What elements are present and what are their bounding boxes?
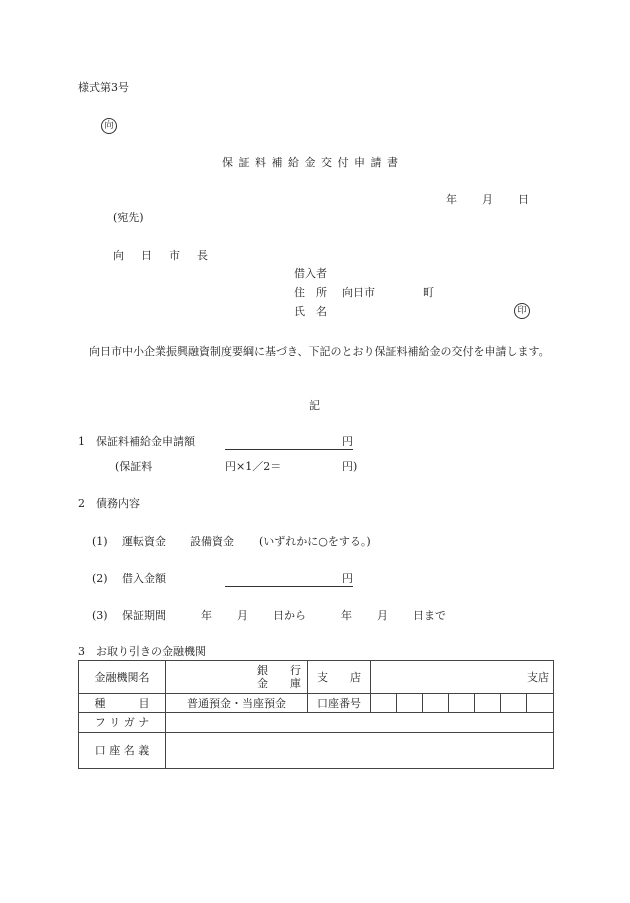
- item2-yen: 円: [342, 572, 353, 585]
- option-equipment-funds[interactable]: 設備資金: [190, 535, 234, 548]
- calc-prefix: (保証料: [115, 460, 153, 473]
- address-city: 向日市: [342, 286, 375, 299]
- item2-label: 借入金額: [122, 572, 166, 585]
- bank-label: 銀 行: [257, 664, 301, 677]
- furigana-label: フ リ ガ ナ: [79, 713, 166, 733]
- account-digit-box[interactable]: [501, 694, 527, 713]
- from-day: 日から: [273, 609, 306, 622]
- section1-yen: 円: [342, 435, 353, 448]
- account-digit-box[interactable]: [397, 694, 423, 713]
- item1-number: (1): [92, 535, 108, 548]
- account-name-label: 口 座 名 義: [79, 733, 166, 769]
- to-month: 月: [377, 609, 388, 622]
- item1-note: (いずれかに○をする。): [259, 535, 371, 548]
- document-title: 保 証 料 補 給 金 交 付 申 請 書: [222, 156, 399, 169]
- bank-type-cell[interactable]: [166, 661, 308, 694]
- section1-label: 1 保証料補給金申請額: [78, 435, 195, 448]
- section3-label: 3 お取り引きの金融機関: [78, 645, 206, 658]
- seal-icon: [514, 303, 530, 319]
- calc-suffix: 円): [342, 460, 358, 473]
- address-label: 住 所: [294, 286, 327, 299]
- addressee: 向 日 市 長: [113, 249, 211, 262]
- name-label: 氏 名: [294, 305, 327, 318]
- account-name-field[interactable]: [166, 733, 554, 769]
- seal-mark: 印: [514, 303, 530, 319]
- option-operating-funds[interactable]: 運転資金: [122, 535, 166, 548]
- date-year: 年: [446, 193, 457, 206]
- item3-number: (3): [92, 609, 108, 622]
- calc-formula: 円×1／2＝: [225, 460, 282, 473]
- city-stamp-mark: 向: [101, 118, 117, 134]
- account-digit-box[interactable]: [423, 694, 449, 713]
- address-town: 町: [423, 286, 434, 299]
- type-value[interactable]: 普通預金・当座預金: [166, 694, 308, 713]
- addressee-prefix: (宛先): [113, 211, 144, 224]
- account-digit-box[interactable]: [449, 694, 475, 713]
- from-year: 年: [201, 609, 212, 622]
- account-digit-box[interactable]: [527, 694, 554, 713]
- ki-heading: 記: [309, 399, 320, 412]
- branch-suffix[interactable]: 支店: [371, 661, 554, 694]
- account-digit-box[interactable]: [371, 694, 397, 713]
- furigana-field[interactable]: [166, 713, 554, 733]
- to-year: 年: [341, 609, 352, 622]
- from-month: 月: [237, 609, 248, 622]
- city-stamp-icon: [101, 118, 117, 134]
- loan-amount-line[interactable]: [225, 586, 353, 587]
- date-day: 日: [518, 193, 529, 206]
- type-label: 種 目: [79, 694, 166, 713]
- branch-label: 支 店: [308, 661, 371, 694]
- form-number: 様式第3号: [78, 81, 129, 94]
- body-text: 向日市中小企業振興融資制度要綱に基づき、下記のとおり保証料補給金の交付を申請します。: [78, 345, 550, 358]
- account-number-label: 口座番号: [308, 694, 371, 713]
- section2-label: 2 債務内容: [78, 497, 140, 510]
- account-digit-box[interactable]: [475, 694, 501, 713]
- institution-label: 金融機関名: [79, 661, 166, 694]
- bank-table: [78, 660, 554, 769]
- shinkin-label: 金 庫: [257, 677, 301, 690]
- date-month: 月: [482, 193, 493, 206]
- item3-label: 保証期間: [122, 609, 166, 622]
- application-amount-line[interactable]: [225, 449, 353, 450]
- item2-number: (2): [92, 572, 108, 585]
- borrower-label: 借入者: [294, 267, 327, 280]
- to-day: 日まで: [413, 609, 446, 622]
